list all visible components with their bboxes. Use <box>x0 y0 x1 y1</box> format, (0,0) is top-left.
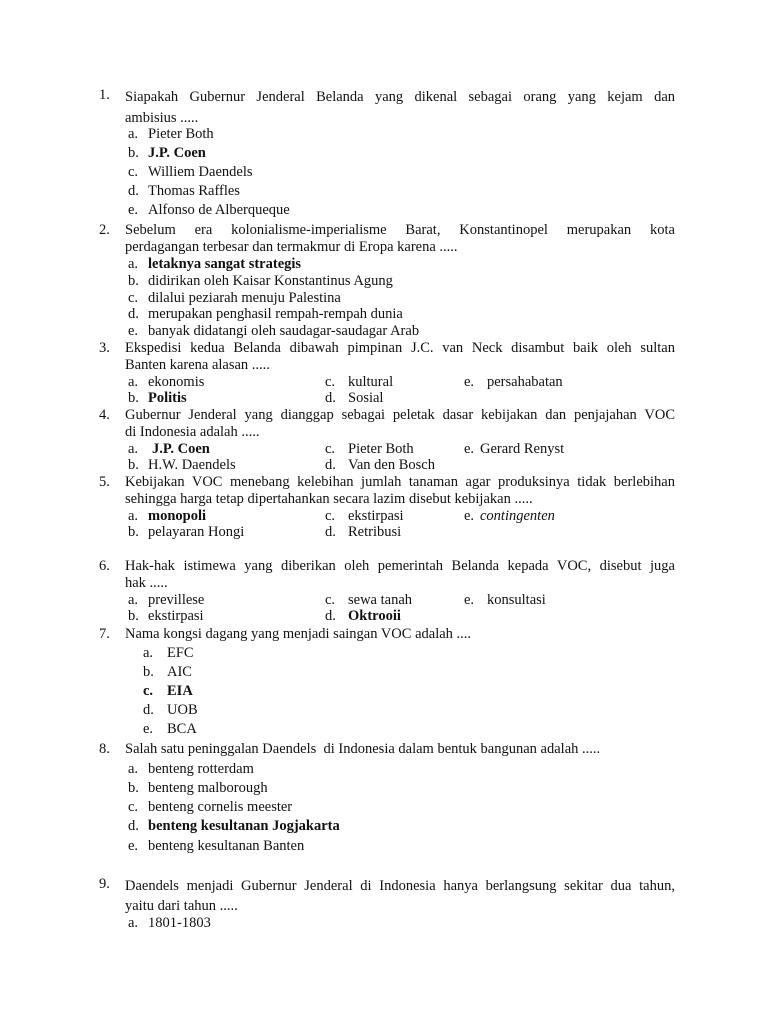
option-8e <box>128 838 304 855</box>
question-text-line: di Indonesia adalah ..... <box>125 424 260 440</box>
question-3 <box>99 340 675 374</box>
option-text: Pieter Both <box>348 441 414 457</box>
option-letter: a. <box>128 441 139 457</box>
option-text: AIC <box>167 664 192 680</box>
option-text: Van den Bosch <box>348 457 435 473</box>
option-letter: b. <box>143 664 154 680</box>
option-text: ekstirpasi <box>348 508 404 524</box>
option-text: 1801-1803 <box>148 915 211 931</box>
option-letter: d. <box>128 183 139 199</box>
option-text: Oktrooii <box>348 608 401 624</box>
option-letter: a. <box>128 126 139 142</box>
option-letter: a. <box>143 645 154 661</box>
option-3d <box>325 390 383 407</box>
option-letter: c. <box>325 508 336 524</box>
option-letter: c. <box>143 683 154 699</box>
option-text: previllese <box>148 592 205 608</box>
option-letter: e. <box>143 721 154 737</box>
option-3a <box>128 374 204 391</box>
option-7d <box>143 702 198 719</box>
option-text: Alfonso de Alberqueque <box>148 202 290 218</box>
question-2 <box>99 222 675 256</box>
option-text: benteng kesultanan Banten <box>148 838 305 854</box>
option-2b <box>128 273 393 290</box>
option-6a <box>128 592 204 609</box>
option-text: Politis <box>148 390 187 406</box>
option-7a <box>143 645 194 662</box>
option-text: Pieter Both <box>148 126 214 142</box>
option-text: pelayaran Hongi <box>148 524 245 540</box>
option-letter: c. <box>325 592 336 608</box>
option-text: Williem Daendels <box>148 164 253 180</box>
option-3c <box>325 374 393 391</box>
option-7e <box>143 721 197 738</box>
option-1a <box>128 126 214 143</box>
option-letter: a. <box>128 374 139 390</box>
question-text-line: Siapakah Gubernur Jenderal Belanda yang dikenal sebagai orang yang kejam dan <box>125 89 675 105</box>
option-text: UOB <box>167 702 198 718</box>
option-letter: d. <box>143 702 154 718</box>
option-text: konsultasi <box>487 592 546 608</box>
option-letter: e. <box>464 508 475 524</box>
question-text-line: sehingga harga tetap dipertahankan secara lazim disebut kebijakan ..... <box>125 491 533 507</box>
option-7b <box>143 664 192 681</box>
question-number: 9. <box>99 876 110 892</box>
option-letter: b. <box>128 608 139 624</box>
option-4e <box>464 441 564 458</box>
option-6e <box>464 592 546 609</box>
question-1 <box>99 87 675 129</box>
option-letter: a. <box>128 915 139 931</box>
option-1d <box>128 183 240 200</box>
option-2d <box>128 306 403 323</box>
option-letter: b. <box>128 273 139 289</box>
option-6d <box>325 608 401 625</box>
option-letter: d. <box>325 390 336 406</box>
option-3b <box>128 390 187 407</box>
question-text-line: Hak-hak istimewa yang diberikan oleh pemerintah Belanda kepada VOC, disebut juga <box>125 558 675 574</box>
option-4d <box>325 457 435 474</box>
option-letter: c. <box>325 441 336 457</box>
option-letter: c. <box>325 374 336 390</box>
option-4c <box>325 441 414 458</box>
option-text: EIA <box>167 683 193 699</box>
option-text: persahabatan <box>487 374 563 390</box>
question-8 <box>99 741 675 758</box>
option-8c <box>128 799 292 816</box>
option-text: dilalui peziarah menuju Palestina <box>148 290 341 306</box>
option-letter: b. <box>128 145 139 161</box>
option-letter: b. <box>128 390 139 406</box>
option-8a <box>128 761 254 778</box>
option-5a <box>128 508 206 525</box>
option-4b <box>128 457 236 474</box>
option-4a <box>128 441 210 458</box>
option-letter: c. <box>128 799 139 815</box>
question-number: 3. <box>99 340 110 356</box>
question-text-line: Sebelum era kolonialisme-imperialisme Barat, Konstantinopel merupakan kota <box>125 222 675 238</box>
option-letter: d. <box>128 306 139 322</box>
question-9 <box>99 876 675 916</box>
question-number: 2. <box>99 222 110 238</box>
option-text: benteng cornelis meester <box>148 799 293 815</box>
option-letter: e. <box>464 441 475 457</box>
option-letter: a. <box>128 761 139 777</box>
question-number: 4. <box>99 407 110 423</box>
option-letter: c. <box>128 290 139 306</box>
option-text: J.P. Coen <box>152 441 210 457</box>
option-text: Gerard Renyst <box>480 441 565 457</box>
option-text: Sosial <box>348 390 384 406</box>
option-letter: b. <box>128 780 139 796</box>
option-letter: d. <box>325 457 336 473</box>
option-letter: e. <box>128 323 139 339</box>
question-text-line: perdagangan terbesar dan termakmur di Eropa karena ..... <box>125 239 458 255</box>
option-2c <box>128 290 341 307</box>
option-5e <box>464 508 555 525</box>
option-letter: d. <box>128 818 139 834</box>
question-text-line: Kebijakan VOC menebang kelebihan jumlah tanaman agar produksinya tidak berlebihan <box>125 474 675 490</box>
question-text-line: Gubernur Jenderal yang dianggap sebagai peletak dasar kebijakan dan penjajahan VOC <box>125 407 675 423</box>
option-text: kultural <box>348 374 394 390</box>
option-letter: e. <box>128 838 139 854</box>
question-number: 7. <box>99 626 110 642</box>
question-number: 1. <box>99 87 110 103</box>
question-number: 5. <box>99 474 110 490</box>
question-text-line: Ekspedisi kedua Belanda dibawah pimpinan J.C. van Neck disambut baik oleh sultan <box>125 340 675 356</box>
option-text: ekonomis <box>148 374 205 390</box>
option-letter: c. <box>128 164 139 180</box>
option-text: J.P. Coen <box>148 145 206 161</box>
option-1b <box>128 145 206 162</box>
option-9a <box>128 915 211 932</box>
option-letter: d. <box>325 608 336 624</box>
question-6 <box>99 558 675 592</box>
option-text: benteng kesultanan Jogjakarta <box>148 818 340 834</box>
option-text: Retribusi <box>348 524 402 540</box>
option-text: letaknya sangat strategis <box>148 256 302 272</box>
option-text: benteng rotterdam <box>148 761 254 777</box>
option-6c <box>325 592 412 609</box>
question-text-line: hak ..... <box>125 575 168 591</box>
option-letter: a. <box>128 508 139 524</box>
option-1c <box>128 164 253 181</box>
option-5c <box>325 508 404 525</box>
question-text-line: yaitu dari tahun ..... <box>125 898 238 914</box>
option-7c <box>143 683 193 700</box>
option-6b <box>128 608 204 625</box>
question-number: 6. <box>99 558 110 574</box>
option-text: EFC <box>167 645 194 661</box>
option-text: H.W. Daendels <box>148 457 236 473</box>
option-text: banyak didatangi oleh saudagar-saudagar Arab <box>148 323 420 339</box>
question-text-line: Banten karena alasan ..... <box>125 357 270 373</box>
option-text: Thomas Raffles <box>148 183 240 199</box>
option-text: didirikan oleh Kaisar Konstantinus Agung <box>148 273 393 289</box>
option-2e <box>128 323 419 340</box>
option-letter: b. <box>128 524 139 540</box>
option-text: merupakan penghasil rempah-rempah dunia <box>148 306 403 322</box>
option-1e <box>128 202 290 219</box>
question-text-line: Daendels menjadi Gubernur Jenderal di Indonesia hanya berlangsung sekitar dua tahun, <box>125 878 675 894</box>
question-4 <box>99 407 675 441</box>
option-2a <box>128 256 301 273</box>
option-5d <box>325 524 401 541</box>
option-letter: d. <box>325 524 336 540</box>
question-7 <box>99 626 675 643</box>
option-letter: a. <box>128 256 139 272</box>
question-5 <box>99 474 675 508</box>
option-8d <box>128 818 340 835</box>
option-text: contingenten <box>480 508 555 524</box>
option-letter: e. <box>464 374 475 390</box>
option-letter: e. <box>128 202 139 218</box>
option-letter: a. <box>128 592 139 608</box>
option-text: monopoli <box>148 508 207 524</box>
option-text: BCA <box>167 721 197 737</box>
option-letter: e. <box>464 592 475 608</box>
question-text-line: Salah satu peninggalan Daendels di Indonesia dalam bentuk bangunan adalah ..... <box>125 741 601 757</box>
option-text: sewa tanah <box>348 592 413 608</box>
option-text: benteng malborough <box>148 780 268 796</box>
question-text-line: ambisius ..... <box>125 110 199 126</box>
option-text: ekstirpasi <box>148 608 204 624</box>
option-8b <box>128 780 268 797</box>
question-number: 8. <box>99 741 110 757</box>
question-text-line: Nama kongsi dagang yang menjadi saingan VOC adalah .... <box>125 626 472 642</box>
option-3e <box>464 374 563 391</box>
option-5b <box>128 524 244 541</box>
option-letter: b. <box>128 457 139 473</box>
